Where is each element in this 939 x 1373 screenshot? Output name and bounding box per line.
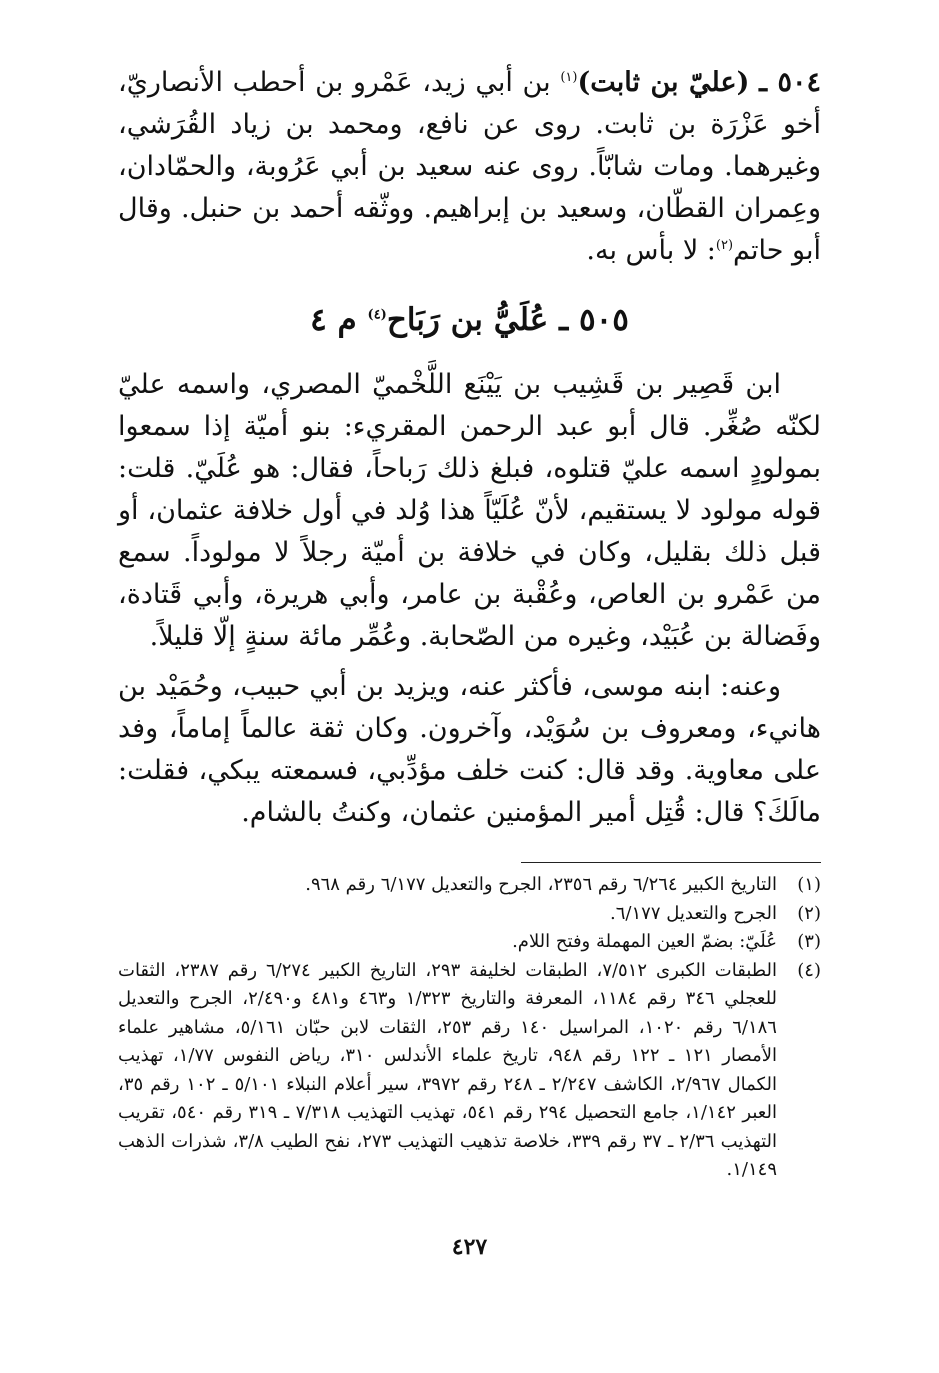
footnote-number: (١) [797,874,821,895]
footnote-text: التاريخ الكبير ٦/٢٦٤ رقم ٢٣٥٦، الجرح والتعديل ٦/١٧٧ رقم ٩٦٨. [305,874,777,895]
entry-505-name: عُلَيُّ بن رَبَاح [386,302,549,338]
footnote-number: (٢) [797,902,821,924]
footnote-text: الجرح والتعديل ٦/١٧٧. [610,902,777,924]
entry-504 [118,62,821,272]
footnote-number: (٤) [797,959,821,981]
footnote-text: عُلَيّ: بضمّ العين المهملة وفتح اللام. [512,931,777,952]
page-number: ٤٢٧ [451,1234,488,1260]
footnote-4 [118,957,821,1185]
footnote-2 [118,900,821,929]
entry-505-paragraph-2 [118,666,821,834]
entry-504-text: بن أبي زيد، عَمْرو بن أحطب الأنصاريّ، أخو عَزْرَة بن ثابت. روى عن نافع، ومحمد بن زياد القُرَشي، وغيرهما. ومات شابّاً. روى عنه سعيد بن أبي عَرُوبة، والحمّادان، وعِمران القطّان، وسعيد بن إبراهيم. ووثّقه أحمد بن حنبل. وقال أبو حاتم [118,67,821,266]
entry-505-para2-text: وعنه: ابنه موسى، فأكثر عنه، ويزيد بن أبي حبيب، وحُمَيْد بن هانيء، ومعروف بن سُوَيْد، وآخرون. وكان ثقة عالماً إماماً، وفد على معاوية. وقد قال: كنت خلف مؤدِّبي، فسمعته يبكي، فقلت: مالَكَ؟ قال: قُتِل أمير المؤمنين عثمان، وكنتُ بالشام. [118,671,821,828]
entry-505-suffix: م ٤ [310,302,357,338]
entry-505-heading [118,298,821,342]
entry-504-text-end: : لا بأس به. [586,235,716,266]
footnote-ref-4: (٤) [367,307,387,323]
book-page [118,62,821,1185]
entry-505-number: ٥٠٥ ـ [559,302,629,338]
entry-504-number: ٥٠٤ ـ [759,67,821,98]
footnote-3 [118,928,821,957]
footnote-1 [118,871,821,900]
entry-504-name: (عليّ بن ثابت) [577,67,750,98]
entry-505-para1-text: ابن قَصِير بن قَشِيب بن يَيْنَع اللَّخْميّ المصري، واسمه عليّ لكنّه صُغِّر. قال أبو عبد الرحمن المقريء: بنو أميّة إذا سمعوا بمولودٍ اسمه عليّ قتلوه، فبلغ ذلك رَباحاً، فقال: هو عُلَيّ. قلت: قوله مولود لا يستقيم، لأنّ عُلَيّاً هذا وُلد في أول خلافة عثمان، أو قبل ذلك بقليل، وكان في خلافة بن أميّة رجلاً لا مولوداً. سمع من عَمْرو بن العاص، وعُقْبة بن عامر، وأبي هريرة، وأبي قَتادة، وفَضالة بن عُبَيْد، وغيره من الصّحابة. وعُمِّر مائة سنةٍ إلّا قليلاً. [118,369,821,652]
entry-505-paragraph-1 [118,364,821,658]
footnote-ref-2: (٢) [715,238,734,253]
footnotes-divider [521,862,821,863]
footnote-number: (٣) [797,931,821,952]
footnotes [118,871,821,1185]
footnote-text: الطبقات الكبرى ٧/٥١٢، الطبقات لخليفة ٢٩٣، التاريخ الكبير ٦/٢٧٤ رقم ٢٣٨٧، الثقات للعجلي ٣٤٦ رقم ١١٨٤، المعرفة والتاريخ ١/٣٢٣ و٤٦٣ و٤٨١ و٢/٤٩٠، الجرح والتعديل ٦/١٨٦ رقم ١٠٢٠، المراسيل ١٤٠ رقم ٢٥٣، الثقات لابن حبّان ٥/١٦١، مشاهير علماء الأمصار ١٢١ ـ ١٢٢ رقم ٩٤٨، تاريخ علماء الأندلس ٣١٠، رياض النفوس ١/٧٧، تهذيب الكمال ٢/٩٦٧، الكاشف ٢/٢٤٧ ـ ٢٤٨ رقم ٣٩٧٢، سير أعلام النبلاء ٥/١٠١ ـ ١٠٢ رقم ٣٥، العبر ١/١٤٢، جامع التحصيل ٢٩٤ رقم ٥٤١، تهذيب التهذيب ٧/٣١٨ ـ ٣١٩ رقم ٥٤٠، تقريب التهذيب ٢/٣٦ ـ ٣٧ رقم ٣٣٩، خلاصة تذهيب التهذيب ٢٧٣، نفح الطيب ٣/٨، شذرات الذهب ١/١٤٩. [118,959,778,1180]
footnote-ref-1: (١) [560,70,578,85]
